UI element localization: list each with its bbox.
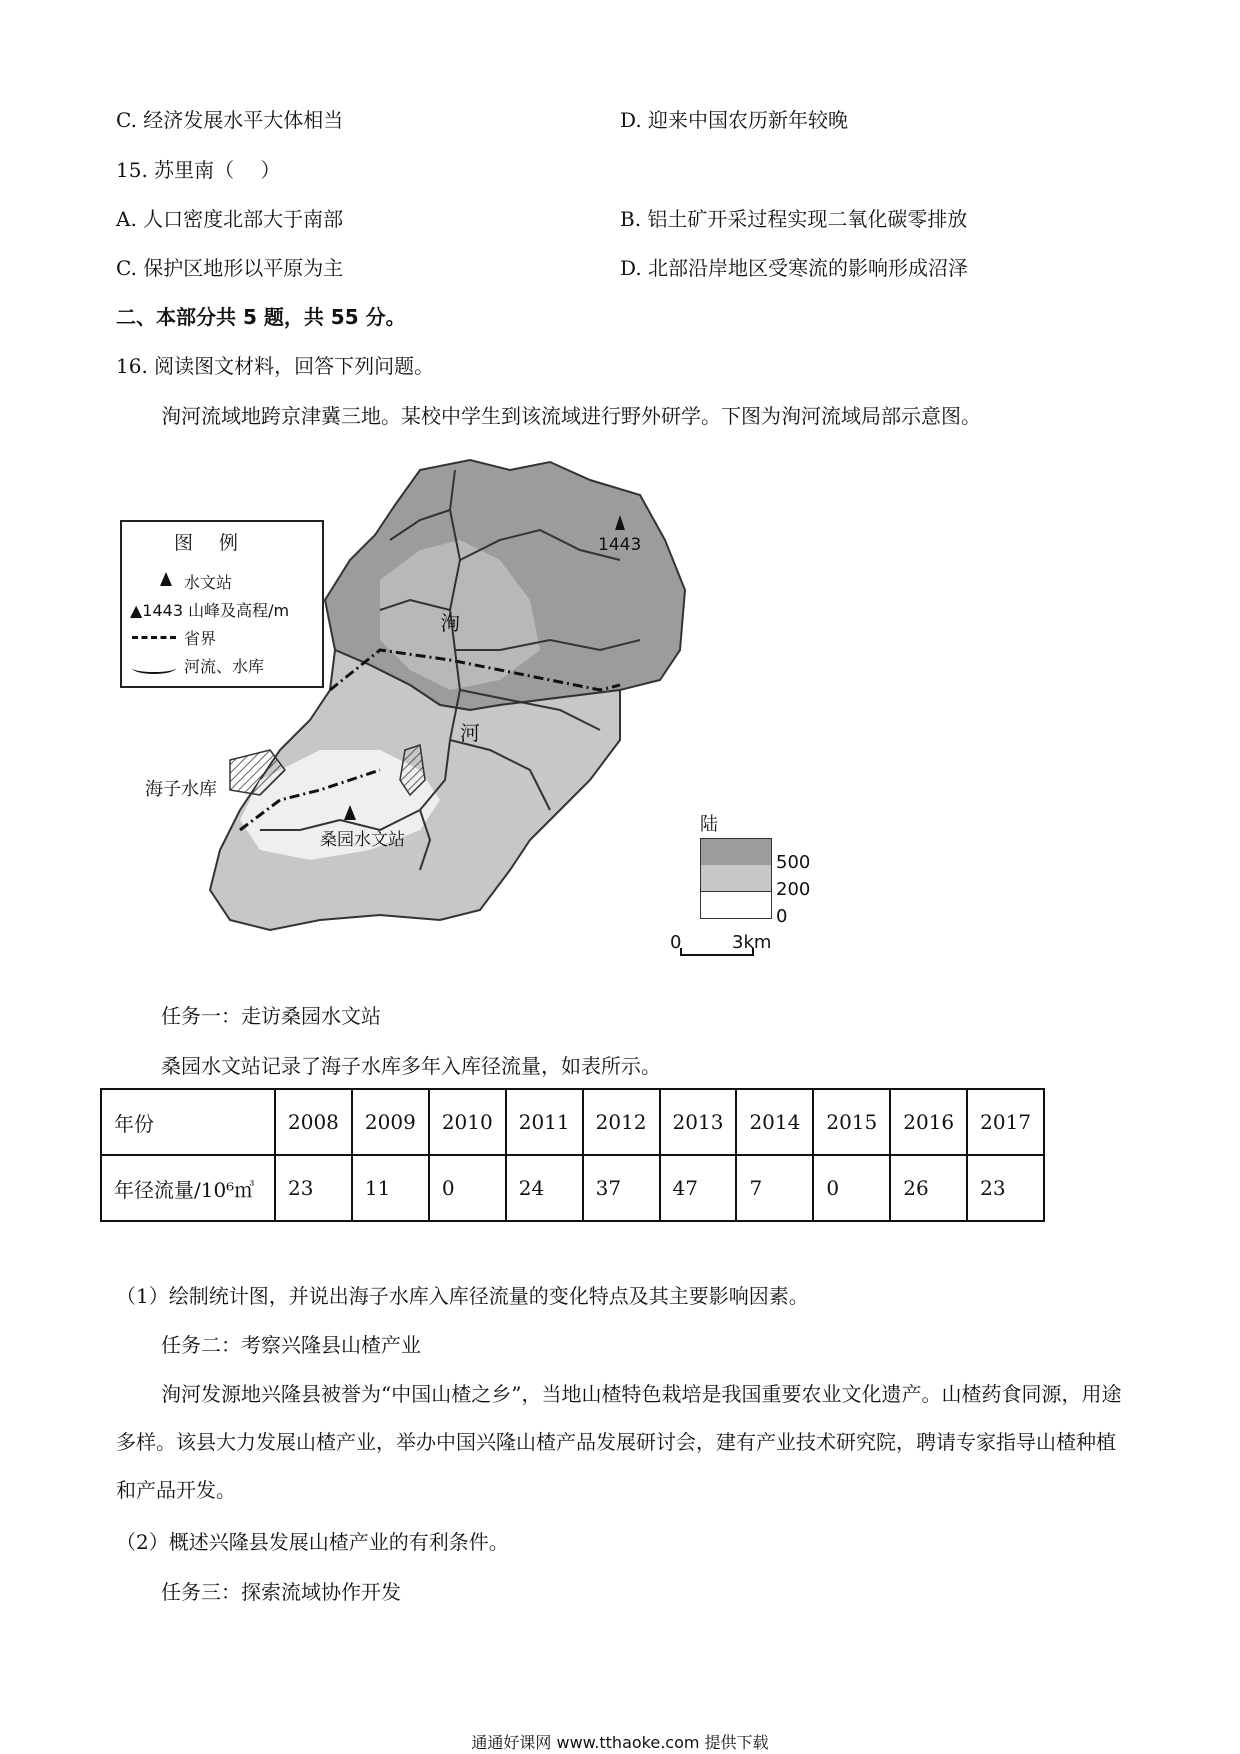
table-year-cell: 2017 [967,1089,1044,1155]
river-label-1: 洵 [440,611,460,635]
table-value-cell: 11 [352,1155,429,1221]
table-year-cell: 2011 [506,1089,583,1155]
map-legend [120,520,324,688]
table-value-cell: 37 [583,1155,660,1221]
station-label: 桑园水文站 [320,830,405,850]
q15-option-b: B. 铝土矿开采过程实现二氧化碳零排放 [620,207,968,231]
table-header-runoff: 年径流量/10⁶㎥ [101,1155,275,1221]
q14-option-d: D. 迎来中国农历新年较晚 [620,108,849,132]
table-year-cell: 2012 [583,1089,660,1155]
task3-title: 任务三：探索流域协作开发 [161,1580,401,1604]
table-year-cell: 2016 [890,1089,967,1155]
q15-option-a: A. 人口密度北部大于南部 [116,207,344,231]
scale-3km: 3km [732,932,772,953]
q16-intro: 洵河流域地跨京津冀三地。某校中学生到该流域进行野外研学。下图为洵河流域局部示意图。 [161,404,981,428]
height-band-mid [700,865,772,892]
table-year-cell: 2015 [813,1089,890,1155]
table-value-cell: 0 [429,1155,506,1221]
table-year-cell: 2009 [352,1089,429,1155]
river-legend-icon [132,662,176,674]
peak-label: 1443 [598,535,642,555]
height-title: 陆 [700,814,718,835]
table-value-cell: 47 [660,1155,737,1221]
scale-zero: 0 [670,932,682,953]
legend-river: 河流、水库 [184,657,265,676]
table-row [101,1089,1044,1155]
river-label-2: 河 [460,721,480,745]
sub-question-2: （2）概述兴隆县发展山楂产业的有利条件。 [116,1530,509,1554]
q16-stem: 16. 阅读图文材料，回答下列问题。 [116,354,435,378]
runoff-table [100,1088,1045,1222]
reservoir-label: 海子水库 [145,779,217,800]
table-value-cell: 26 [890,1155,967,1221]
table-year-cell: 2010 [429,1089,506,1155]
table-value-cell: 23 [275,1155,352,1221]
q15-option-d: D. 北部沿岸地区受寒流的影响形成沼泽 [620,256,969,280]
task2-title: 任务二：考察兴隆县山楂产业 [161,1333,421,1357]
table-value-cell: 24 [506,1155,583,1221]
table-year-cell: 2008 [275,1089,352,1155]
table-header-year: 年份 [101,1089,275,1155]
q15-stem: 15. 苏里南（ ） [116,158,281,182]
table-value-cell: 7 [736,1155,813,1221]
table-value-cell: 23 [967,1155,1044,1221]
legend-peak: ▲1443 山峰及高程/m [130,601,290,620]
border-legend-icon [132,636,176,639]
q14-option-c: C. 经济发展水平大体相当 [116,108,344,132]
section2-title: 二、本部分共 5 题，共 55 分。 [116,305,406,329]
height-band-high [700,838,772,866]
legend-border: 省界 [184,629,217,648]
legend-station: 水文站 [184,573,233,592]
task2-text: 洵河发源地兴隆县被誉为“中国山楂之乡”，当地山楂特色栽培是我国重要农业文化遗产。山楂药食同源，用途多样。该县大力发展山楂产业，举办中国兴隆山楂产品发展研讨会，建有产业技术研究院，聘请专家指导山楂种植和产品开发。 [116,1382,1122,1502]
table-value-cell: 0 [813,1155,890,1221]
page-footer: 通通好课网 www.tthaoke.com 提供下载 [471,1733,769,1752]
table-row [101,1155,1044,1221]
q15-option-c: C. 保护区地形以平原为主 [116,256,344,280]
height-500: 500 [776,852,811,873]
sub-question-1: （1）绘制统计图，并说出海子水库入库径流量的变化特点及其主要影响因素。 [116,1284,809,1308]
legend-title: 图 例 [174,532,249,554]
table-year-cell: 2014 [736,1089,813,1155]
task1-text: 桑园水文站记录了海子水库多年入库径流量，如表所示。 [161,1054,661,1078]
height-band-low [700,892,772,919]
height-0: 0 [776,906,788,927]
height-200: 200 [776,879,811,900]
station-legend-icon [160,572,172,586]
task1-title: 任务一：走访桑园水文站 [161,1004,381,1028]
table-year-cell: 2013 [660,1089,737,1155]
